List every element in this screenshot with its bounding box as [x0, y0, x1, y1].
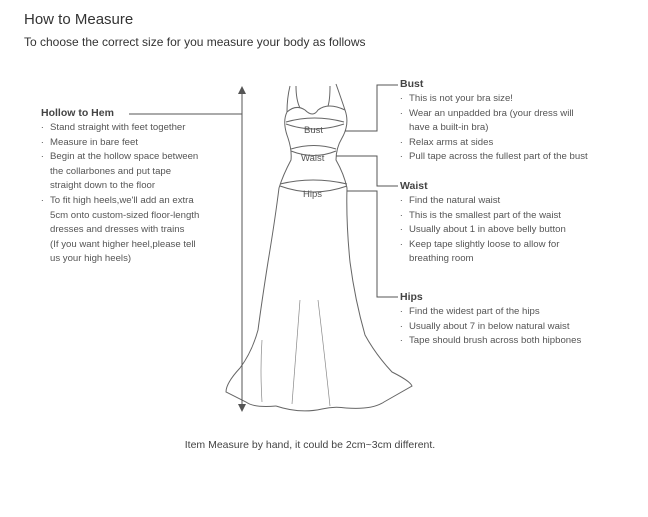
dress-hem	[276, 406, 346, 411]
list-item: . Pull tape across the fullest part of the bust	[400, 150, 640, 165]
footer-note: Item Measure by hand, it could be 2cm~3cm different.	[184, 439, 436, 451]
hips-label: Hips	[303, 189, 323, 200]
hips-leader	[347, 191, 398, 297]
hips-section	[400, 290, 640, 349]
list-item: . Usually about 7 in below natural waist	[400, 320, 640, 335]
dress-strap-right	[336, 84, 345, 110]
hips-band-upper	[280, 180, 347, 184]
list-item: . Keep tape slightly loose to allow for	[400, 238, 640, 253]
list-item: . Wear an unpadded bra (your dress will	[400, 107, 640, 122]
list-item-continued: the collarbones and put tape	[50, 165, 172, 177]
hollow-to-hem-section	[41, 106, 241, 267]
list-item-continued: straight down to the floor	[50, 180, 156, 192]
list-item-continued: 5cm onto custom-sized floor-length	[50, 209, 200, 221]
waist-label: Waist	[301, 153, 325, 164]
skirt-fold	[261, 340, 262, 402]
bust-band-upper	[286, 118, 344, 122]
list-item: . Find the natural waist	[400, 194, 640, 209]
list-item-continued: us your high heels)	[50, 253, 132, 265]
bust-title: Bust	[400, 78, 424, 90]
waist-band-upper	[291, 146, 336, 150]
waist-section	[400, 179, 640, 267]
skirt-fold	[292, 300, 300, 404]
dress-strap-left-inner	[296, 86, 300, 108]
list-item-continued: have a built-in bra)	[409, 122, 489, 134]
list-item: . This is the smallest part of the waist	[400, 209, 640, 224]
dress-strap-left	[287, 86, 290, 112]
bust-section	[400, 77, 640, 165]
list-item-continued: breathing room	[409, 253, 474, 265]
list-item-continued: dresses and dresses with trains	[50, 224, 185, 236]
hollow-to-hem-title: Hollow to Hem	[41, 107, 114, 119]
arrow-head-top	[238, 86, 246, 94]
dress-neckline	[287, 106, 345, 114]
list-item: . Find the widest part of the hips	[400, 305, 640, 320]
dress-strap-right-inner	[328, 86, 330, 106]
bust-leader	[345, 85, 398, 131]
hips-title: Hips	[400, 291, 423, 303]
arrow-head-bottom	[238, 404, 246, 412]
list-item: . Tape should brush across both hipbones	[400, 334, 640, 349]
skirt-fold	[318, 300, 330, 406]
list-item: . Measure in bare feet	[41, 136, 241, 151]
page-subtitle: To choose the correct size for you measure your body as follows	[24, 35, 366, 49]
bust-label: Bust	[304, 125, 324, 136]
list-item: . Stand straight with feet together	[41, 121, 241, 136]
list-item: . Usually about 1 in above belly button	[400, 223, 640, 238]
list-item: . To fit high heels,we'll add an extra	[41, 194, 241, 209]
list-item: . Relax arms at sides	[400, 136, 640, 151]
list-item-continued: (If you want higher heel,please tell	[50, 238, 196, 250]
page-title: How to Measure	[24, 11, 134, 28]
waist-title: Waist	[400, 180, 428, 192]
list-item: . This is not your bra size!	[400, 92, 640, 107]
list-item: . Begin at the hollow space between	[41, 150, 241, 165]
